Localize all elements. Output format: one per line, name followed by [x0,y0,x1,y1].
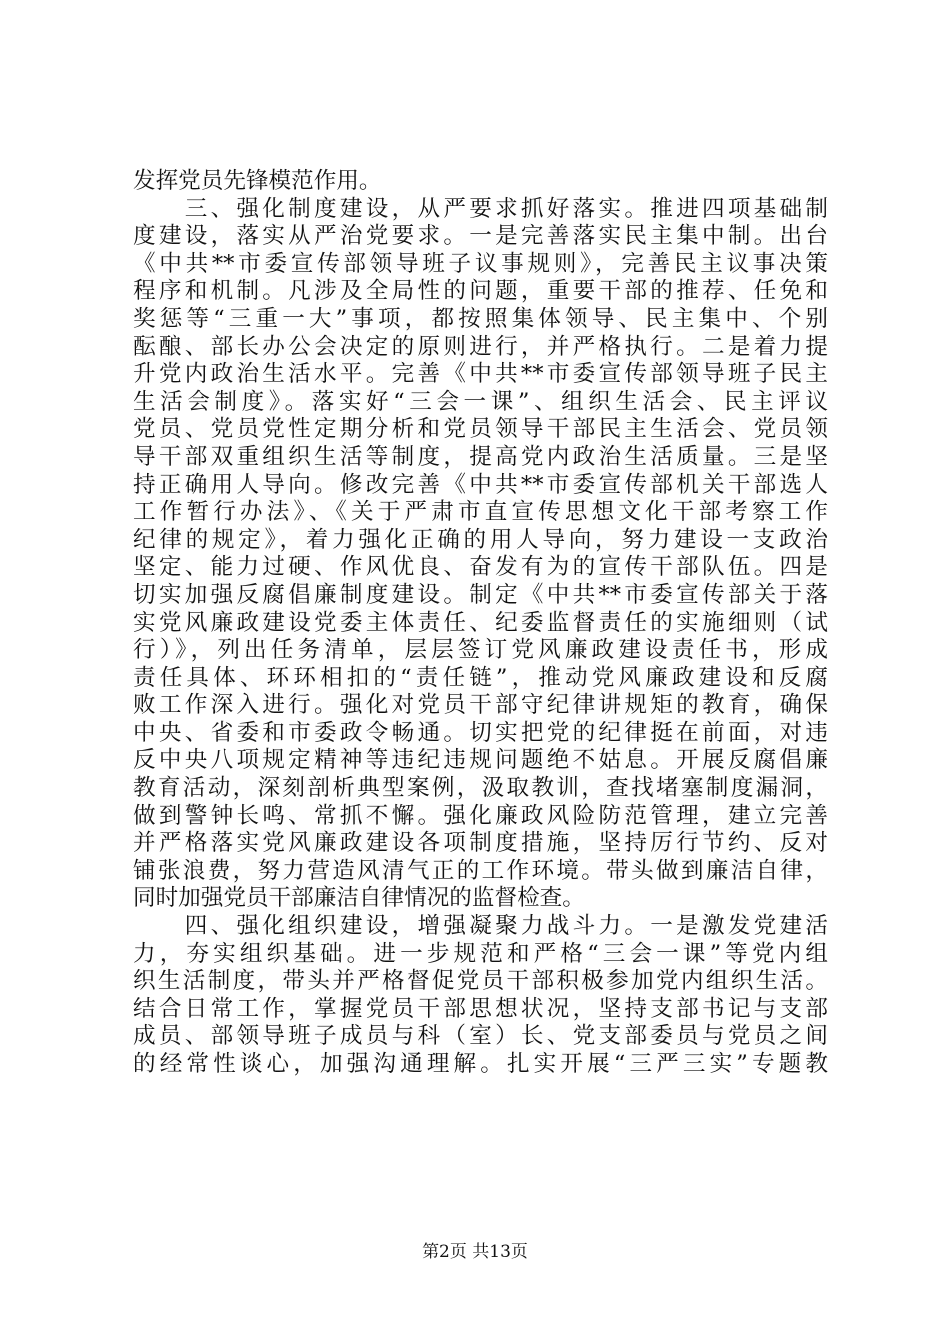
page-number-footer: 第2页 共13页 [422,1242,528,1262]
text-line: 奖惩等“三重一大”事项，都按照集体领导、民主集中、个别 [133,305,828,332]
text-line: 《中共**市委宣传部领导班子议事规则》，完善民主议事决策 [133,250,828,277]
text-line: 织生活制度，带头并严格督促党员干部积极参加党内组织生活。 [133,968,828,995]
document-body [133,168,828,1079]
text-line: 持正确用人导向。修改完善《中共**市委宣传部机关干部选人 [133,471,828,498]
text-line: 工作暂行办法》、《关于严肃市直宣传思想文化干部考察工作 [133,499,828,526]
text-line: 生活会制度》。落实好“三会一课”、组织生活会、民主评议 [133,388,828,415]
text-line: 酝酿、部长办公会决定的原则进行，并严格执行。二是着力提 [133,333,828,360]
text-line: 度建设，落实从严治党要求。一是完善落实民主集中制。出台 [133,223,828,250]
text-line: 责任具体、环环相扣的“责任链”，推动党风廉政建设和反腐 [133,664,828,691]
text-line: 升党内政治生活水平。完善《中共**市委宣传部领导班子民主 [133,361,828,388]
text-line: 败工作深入进行。强化对党员干部守纪律讲规矩的教育，确保 [133,692,828,719]
text-line: 三、强化制度建设，从严要求抓好落实。推进四项基础制 [133,195,828,222]
text-line: 并严格落实党风廉政建设各项制度措施，坚持厉行节约、反对 [133,830,828,857]
text-line: 实党风廉政建设党委主体责任、纪委监督责任的实施细则（试 [133,609,828,636]
text-line: 行）》，列出任务清单，层层签订党风廉政建设责任书，形成 [133,637,828,664]
text-line: 教育活动，深刻剖析典型案例，汲取教训，查找堵塞制度漏洞， [133,775,828,802]
text-line: 力，夯实组织基础。进一步规范和严格“三会一课”等党内组 [133,940,828,967]
text-line: 党员、党员党性定期分析和党员领导干部民主生活会、党员领 [133,416,828,443]
text-line: 铺张浪费，努力营造风清气正的工作环境。带头做到廉洁自律， [133,857,828,884]
text-line: 中央、省委和市委政令畅通。切实把党的纪律挺在前面，对违 [133,719,828,746]
text-line: 结合日常工作，掌握党员干部思想状况，坚持支部书记与支部 [133,995,828,1022]
text-line: 做到警钟长鸣、常抓不懈。强化廉政风险防范管理，建立完善 [133,802,828,829]
text-line: 四、强化组织建设，增强凝聚力战斗力。一是激发党建活 [133,913,828,940]
text-line: 切实加强反腐倡廉制度建设。制定《中共**市委宣传部关于落 [133,581,828,608]
text-line: 同时加强党员干部廉洁自律情况的监督检查。 [133,885,585,912]
text-line: 程序和机制。凡涉及全局性的问题，重要干部的推荐、任免和 [133,278,828,305]
text-line: 发挥党员先锋模范作用。 [133,168,382,194]
text-line: 成员、部领导班子成员与科（室）长、党支部委员与党员之间 [133,1023,828,1050]
text-line: 导干部双重组织生活等制度，提高党内政治生活质量。三是坚 [133,443,828,470]
text-line: 纪律的规定》，着力强化正确的用人导向，努力建设一支政治 [133,526,828,553]
text-line: 的经常性谈心，加强沟通理解。扎实开展“三严三实”专题教 [133,1051,828,1077]
text-line: 反中央八项规定精神等违纪违规问题绝不姑息。开展反腐倡廉 [133,747,828,774]
text-line: 坚定、能力过硬、作风优良、奋发有为的宣传干部队伍。四是 [133,554,828,581]
